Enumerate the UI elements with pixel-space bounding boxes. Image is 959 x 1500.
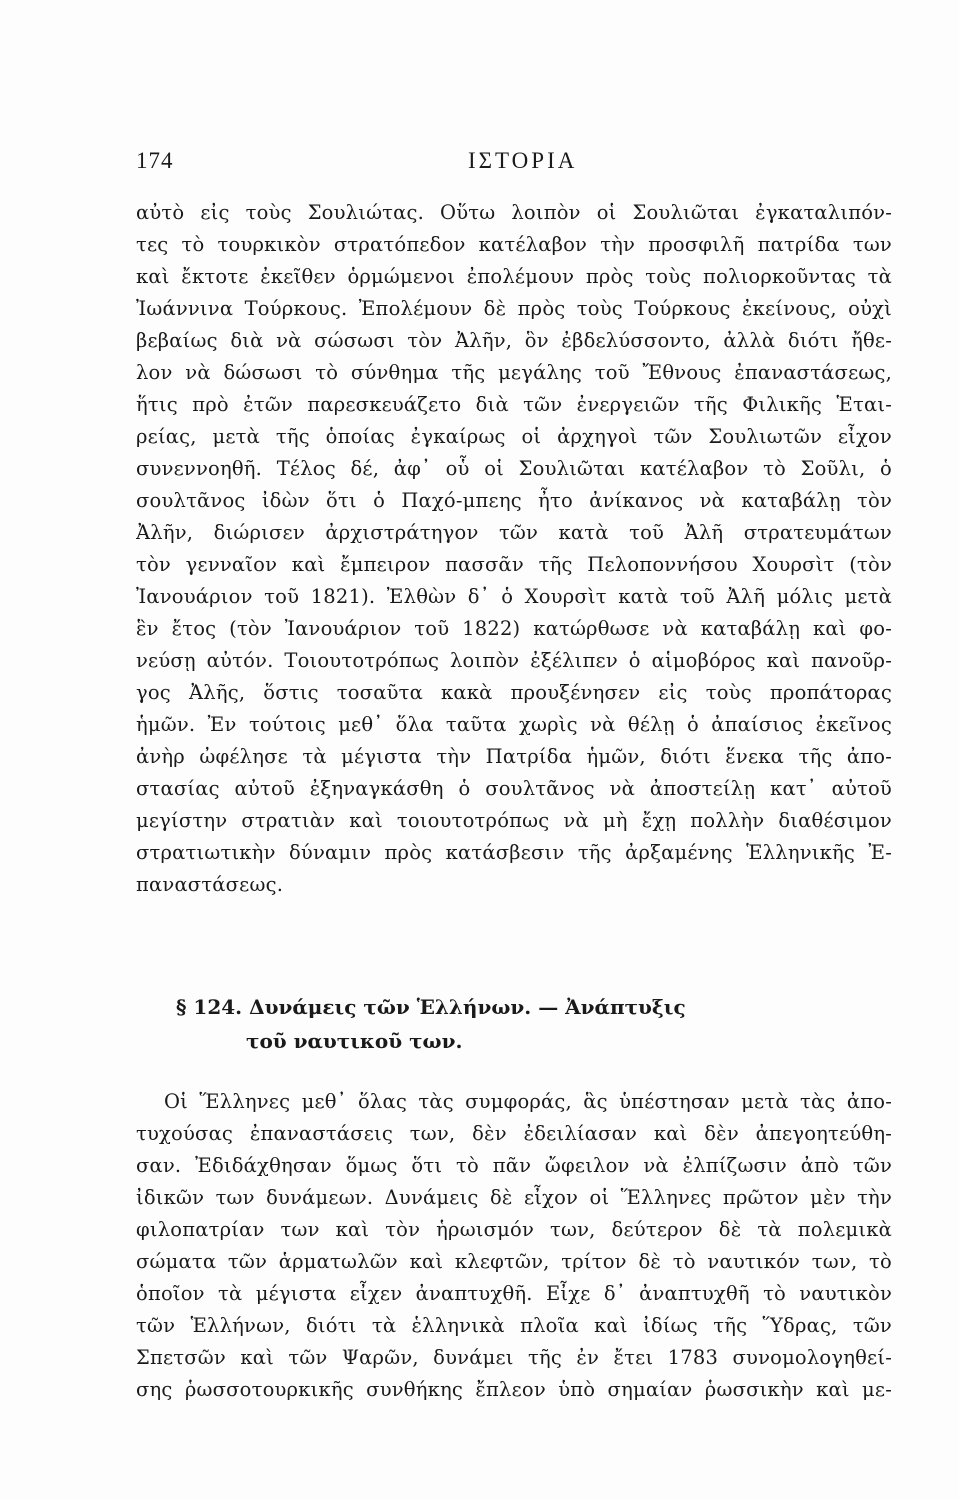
running-head: ΙΣΤΟΡΙΑ	[468, 148, 578, 173]
section-heading	[176, 990, 876, 1058]
text-line: Ἰωάννινα Τούρκους. Ἐπολέμουν δὲ πρὸς τοὺς Τούρκους ἐκείνους, οὐχὶ	[136, 297, 892, 320]
text-line: Σπετσῶν καὶ τῶν Ψαρῶν, δυνάμει τῆς ἐν ἔτει 1783 συνομολογηθεί-	[136, 1346, 892, 1369]
text-line: μεγίστην στρατιὰν καὶ τοιουτοτρόπως νὰ μὴ ἔχῃ πολλὴν διαθέσιμον	[136, 809, 892, 832]
text-line: αὐτὸ εἰς τοὺς Σουλιώτας. Οὕτω λοιπὸν οἱ Σουλιῶται ἐγκαταλιπόν-	[136, 201, 892, 224]
text-line: βεβαίως διὰ νὰ σώσωσι τὸν Ἀλῆν, ὃν ἐβδελύσσοντο, ἀλλὰ διότι ἤθε-	[136, 329, 892, 352]
text-line: ὁποῖον τὰ μέγιστα εἶχεν ἀναπτυχθῆ. Εἶχε δ᾽ ἀναπτυχθῆ τὸ ναυτικὸν	[136, 1282, 892, 1305]
text-line: σης ῥωσσοτουρκικῆς συνθήκης ἔπλεον ὑπὸ σημαίαν ῥωσσικὴν καὶ με-	[136, 1378, 892, 1401]
text-line: στασίας αὐτοῦ ἐξηναγκάσθη ὁ σουλτᾶνος νὰ ἀποστείλῃ κατ᾽ αὐτοῦ	[136, 777, 892, 800]
text-line: Ἀλῆν, διώρισεν ἀρχιστράτηγον τῶν κατὰ τοῦ Ἀλῆ στρατευμάτων	[136, 521, 892, 544]
text-line: ἰδικῶν των δυνάμεων. Δυνάμεις δὲ εἶχον οἱ Ἕλληνες πρῶτον μὲν τὴν	[136, 1186, 892, 1209]
page-header	[136, 148, 892, 178]
text-line: φιλοπατρίαν των καὶ τὸν ἡρωισμόν των, δεύτερον δὲ τὰ πολεμικὰ	[136, 1218, 892, 1241]
text-line: στρατιωτικὴν δύναμιν πρὸς κατάσβεσιν τῆς ἀρξαμένης Ἑλληνικῆς Ἐ-	[136, 841, 892, 864]
paragraph-1	[136, 197, 892, 901]
paragraph-2	[136, 1086, 892, 1406]
text-line: σουλτᾶνος ἰδὼν ὅτι ὁ Παχό-μπεης ἦτο ἀνίκανος νὰ καταβάλῃ τὸν	[136, 489, 892, 512]
text-line: συνεννοηθῆ. Τέλος δέ, ἀφ᾽ οὗ οἱ Σουλιῶται κατέλαβον τὸ Σοῦλι, ὁ	[136, 457, 892, 480]
text-line: Ἰανουάριον τοῦ 1821). Ἐλθὼν δ᾽ ὁ Χουρσὶτ κατὰ τοῦ Ἀλῆ μόλις μετὰ	[136, 585, 892, 608]
text-line: ἡμῶν. Ἐν τούτοις μεθ᾽ ὅλα ταῦτα χωρὶς νὰ θέλῃ ὁ ἀπαίσιος ἐκεῖνος	[136, 713, 892, 736]
section-heading-line-2: τοῦ ναυτικοῦ των.	[246, 1029, 463, 1053]
text-line: ἥτις πρὸ ἐτῶν παρεσκευάζετο διὰ τῶν ἐνεργειῶν τῆς Φιλικῆς Ἑται-	[136, 393, 892, 416]
text-line: Οἱ Ἕλληνες μεθ᾽ ὅλας τὰς συμφοράς, ἃς ὑπέστησαν μετὰ τὰς ἀπο-	[164, 1090, 892, 1113]
text-line: γος Ἀλῆς, ὅστις τοσαῦτα κακὰ προυξένησεν εἰς τοὺς προπάτορας	[136, 681, 892, 704]
text-line: ρείας, μετὰ τῆς ὁποίας ἐγκαίρως οἱ ἀρχηγοὶ τῶν Σουλιωτῶν εἶχον	[136, 425, 892, 448]
text-line: τυχούσας ἐπαναστάσεις των, δὲν ἐδειλίασαν καὶ δὲν ἀπεγοητεύθη-	[136, 1122, 892, 1145]
text-line: σώματα τῶν ἁρματωλῶν καὶ κλεφτῶν, τρίτον δὲ τὸ ναυτικόν των, τὸ	[136, 1250, 892, 1273]
section-heading-line-1: § 124. Δυνάμεις τῶν Ἑλλήνων. — Ἀνάπτυξις	[176, 995, 686, 1019]
page-number: 174	[136, 148, 174, 173]
text-line: τες τὸ τουρκικὸν στρατόπεδον κατέλαβον τὴν προσφιλῆ πατρίδα των	[136, 233, 892, 256]
text-line: παναστάσεως.	[136, 873, 284, 896]
text-line: καὶ ἔκτοτε ἐκεῖθεν ὁρμώμενοι ἐπολέμουν πρὸς τοὺς πολιορκοῦντας τὰ	[136, 265, 892, 288]
text-line: λον νὰ δώσωσι τὸ σύνθημα τῆς μεγάλης τοῦ Ἔθνους ἐπαναστάσεως,	[136, 361, 892, 384]
text-line: ἀνὴρ ὠφέλησε τὰ μέγιστα τὴν Πατρίδα ἡμῶν, διότι ἕνεκα τῆς ἀπο-	[136, 745, 892, 768]
text-line: νεύσῃ αὐτόν. Τοιουτοτρόπως λοιπὸν ἐξέλιπεν ὁ αἱμοβόρος καὶ πανοῦρ-	[136, 649, 892, 672]
text-line: ἓν ἔτος (τὸν Ἰανουάριον τοῦ 1822) κατώρθωσε νὰ καταβάλῃ καὶ φο-	[136, 617, 892, 640]
text-line: τῶν Ἑλλήνων, διότι τὰ ἑλληνικὰ πλοῖα καὶ ἰδίως τῆς Ὕδρας, τῶν	[136, 1314, 892, 1337]
text-line: σαν. Ἐδιδάχθησαν ὅμως ὅτι τὸ πᾶν ὤφειλον νὰ ἐλπίζωσιν ἀπὸ τῶν	[136, 1154, 892, 1177]
text-line: τὸν γενναῖον καὶ ἔμπειρον πασσᾶν τῆς Πελοποννήσου Χουρσὶτ (τὸν	[136, 553, 892, 576]
